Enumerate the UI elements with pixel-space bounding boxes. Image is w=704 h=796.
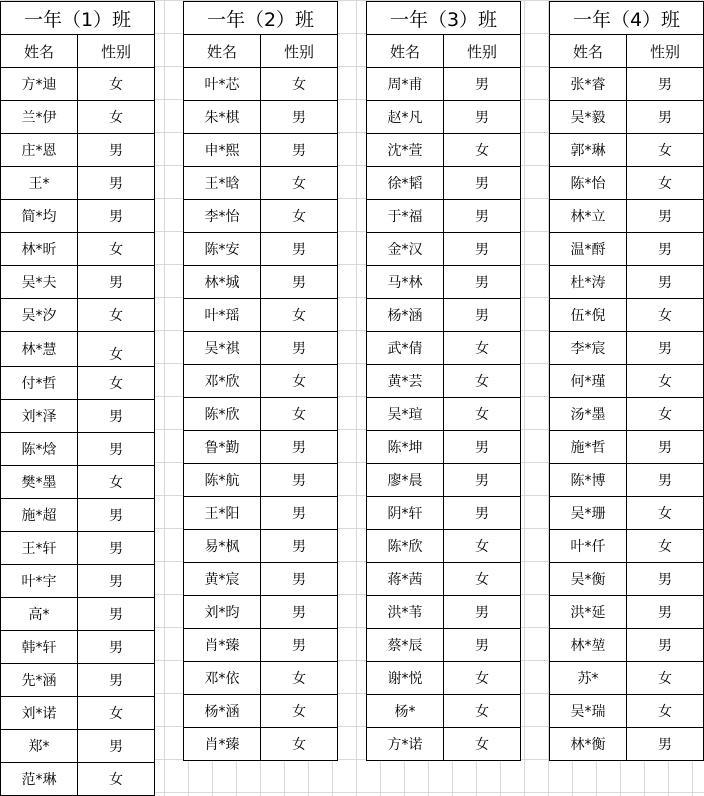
student-gender: 男 [261, 596, 338, 629]
student-name: 林*昕 [1, 233, 78, 266]
table-row [184, 464, 338, 497]
student-gender: 男 [627, 332, 704, 365]
table-row [367, 365, 521, 398]
student-gender: 男 [444, 497, 521, 530]
table-row [550, 464, 704, 497]
student-gender: 男 [261, 134, 338, 167]
table-row [1, 134, 155, 167]
student-name: 邓*欣 [184, 365, 261, 398]
student-gender: 男 [627, 464, 704, 497]
student-gender: 男 [78, 631, 155, 664]
student-gender: 女 [444, 365, 521, 398]
student-name: 吴*汐 [1, 299, 78, 332]
table-row [184, 563, 338, 596]
student-name: 蒋*茜 [367, 563, 444, 596]
student-gender: 女 [78, 299, 155, 332]
student-name: 徐*韬 [367, 167, 444, 200]
student-name: 于*福 [367, 200, 444, 233]
student-gender: 女 [627, 662, 704, 695]
student-name: 施*哲 [550, 431, 627, 464]
table-row [367, 728, 521, 761]
table-row [1, 367, 155, 400]
table-row [184, 167, 338, 200]
table-row [550, 431, 704, 464]
student-gender: 男 [627, 431, 704, 464]
student-name: 陈*坤 [367, 431, 444, 464]
student-name: 杨*涵 [184, 695, 261, 728]
student-gender: 男 [444, 431, 521, 464]
student-gender: 女 [627, 299, 704, 332]
table-row [367, 497, 521, 530]
student-gender: 男 [627, 563, 704, 596]
student-name: 马*林 [367, 266, 444, 299]
student-name: 叶*瑶 [184, 299, 261, 332]
student-gender: 男 [444, 233, 521, 266]
student-name: 李*怡 [184, 200, 261, 233]
student-gender: 女 [444, 134, 521, 167]
table-row [184, 629, 338, 662]
table-row [184, 332, 338, 365]
student-name: 汤*墨 [550, 398, 627, 431]
class-table-3 [366, 1, 521, 761]
student-name: 刘*昀 [184, 596, 261, 629]
student-name: 陈*安 [184, 233, 261, 266]
class-table-2 [183, 1, 338, 761]
table-row [184, 662, 338, 695]
class-table-4 [549, 1, 704, 761]
student-name: 王*晗 [184, 167, 261, 200]
student-gender: 男 [627, 596, 704, 629]
student-name: 吴*瑞 [550, 695, 627, 728]
table-row [550, 662, 704, 695]
student-gender: 男 [444, 101, 521, 134]
student-gender: 男 [627, 266, 704, 299]
student-gender: 男 [78, 433, 155, 466]
student-gender: 女 [261, 695, 338, 728]
table-row [1, 598, 155, 631]
student-gender: 女 [78, 332, 155, 367]
table-row [550, 167, 704, 200]
student-gender: 男 [261, 629, 338, 662]
student-gender: 男 [444, 299, 521, 332]
student-gender: 男 [78, 730, 155, 763]
student-name: 吴*祺 [184, 332, 261, 365]
table-row [367, 596, 521, 629]
student-gender: 男 [627, 629, 704, 662]
student-name: 金*汉 [367, 233, 444, 266]
student-name: 李*宸 [550, 332, 627, 365]
student-name: 赵*凡 [367, 101, 444, 134]
table-row [184, 101, 338, 134]
table-row [1, 631, 155, 664]
student-gender: 女 [627, 365, 704, 398]
student-gender: 男 [444, 464, 521, 497]
table-row [1, 664, 155, 697]
table-row [550, 398, 704, 431]
student-name: 叶*宇 [1, 565, 78, 598]
student-name: 陈*欣 [367, 530, 444, 563]
student-gender: 女 [444, 728, 521, 761]
student-gender: 男 [261, 530, 338, 563]
student-gender: 男 [78, 167, 155, 200]
table-row [550, 332, 704, 365]
student-gender: 女 [261, 728, 338, 761]
student-name: 兰*伊 [1, 101, 78, 134]
table-row [367, 101, 521, 134]
table-row [550, 134, 704, 167]
table-row [184, 134, 338, 167]
table-row [184, 398, 338, 431]
table-row [550, 629, 704, 662]
student-gender: 男 [261, 101, 338, 134]
student-name: 陈*怡 [550, 167, 627, 200]
student-gender: 男 [78, 400, 155, 433]
student-gender: 女 [627, 134, 704, 167]
student-name: 杨*涵 [367, 299, 444, 332]
student-name: 黄*宸 [184, 563, 261, 596]
table-row [1, 266, 155, 299]
table-row [1, 299, 155, 332]
student-gender: 男 [261, 497, 338, 530]
table-row [550, 728, 704, 761]
student-gender: 女 [261, 167, 338, 200]
student-gender: 男 [444, 596, 521, 629]
student-name: 刘*诺 [1, 697, 78, 730]
student-name: 陈*焓 [1, 433, 78, 466]
student-name: 林*立 [550, 200, 627, 233]
table-row [184, 695, 338, 728]
student-name: 何*瑾 [550, 365, 627, 398]
class-title: 一年（1）班 [1, 2, 155, 35]
student-name: 周*甫 [367, 68, 444, 101]
student-gender: 男 [78, 499, 155, 532]
table-row [550, 365, 704, 398]
student-gender: 男 [444, 629, 521, 662]
table-row [184, 728, 338, 761]
student-name: 叶*仟 [550, 530, 627, 563]
student-gender: 女 [261, 365, 338, 398]
student-gender: 男 [627, 68, 704, 101]
student-name: 刘*泽 [1, 400, 78, 433]
student-gender: 男 [444, 167, 521, 200]
student-gender: 女 [78, 466, 155, 499]
table-row [367, 563, 521, 596]
student-gender: 男 [261, 266, 338, 299]
class-table-1 [0, 1, 155, 796]
student-name: 王*阳 [184, 497, 261, 530]
table-row [1, 400, 155, 433]
table-row [367, 233, 521, 266]
table-row [367, 134, 521, 167]
column-header-name: 姓名 [550, 35, 627, 68]
student-name: 方*诺 [367, 728, 444, 761]
student-gender: 女 [627, 695, 704, 728]
student-name: 陈*欣 [184, 398, 261, 431]
table-row [367, 530, 521, 563]
student-name: 樊*墨 [1, 466, 78, 499]
table-row [1, 200, 155, 233]
column-header-gender: 性别 [78, 35, 155, 68]
student-name: 叶*芯 [184, 68, 261, 101]
student-name: 先*涵 [1, 664, 78, 697]
student-gender: 男 [261, 332, 338, 365]
student-name: 施*超 [1, 499, 78, 532]
student-gender: 男 [78, 266, 155, 299]
table-row [550, 596, 704, 629]
class-title: 一年（3）班 [367, 2, 521, 35]
student-gender: 男 [78, 565, 155, 598]
table-row [550, 530, 704, 563]
table-row [367, 200, 521, 233]
student-gender: 男 [261, 233, 338, 266]
student-name: 陈*博 [550, 464, 627, 497]
student-gender: 男 [261, 464, 338, 497]
student-name: 杜*涛 [550, 266, 627, 299]
student-gender: 女 [261, 68, 338, 101]
table-row [184, 596, 338, 629]
table-row [184, 200, 338, 233]
student-name: 林*衡 [550, 728, 627, 761]
student-name: 王* [1, 167, 78, 200]
column-header-gender: 性别 [444, 35, 521, 68]
table-row [1, 532, 155, 565]
table-row [550, 68, 704, 101]
student-gender: 男 [78, 134, 155, 167]
student-name: 杨* [367, 695, 444, 728]
student-name: 范*琳 [1, 763, 78, 796]
student-name: 吴*瑄 [367, 398, 444, 431]
table-row [367, 68, 521, 101]
student-gender: 女 [444, 695, 521, 728]
student-name: 林*慧 [1, 332, 78, 367]
table-row [550, 299, 704, 332]
student-gender: 男 [78, 200, 155, 233]
table-row [550, 233, 704, 266]
student-name: 黄*芸 [367, 365, 444, 398]
column-header-name: 姓名 [1, 35, 78, 68]
student-name: 吴*衡 [550, 563, 627, 596]
student-name: 吴*夫 [1, 266, 78, 299]
student-gender: 男 [444, 68, 521, 101]
student-gender: 男 [627, 233, 704, 266]
student-name: 肖*臻 [184, 629, 261, 662]
student-gender: 女 [627, 398, 704, 431]
table-row [367, 398, 521, 431]
column-header-name: 姓名 [367, 35, 444, 68]
table-row [550, 563, 704, 596]
table-row [367, 629, 521, 662]
student-gender: 男 [627, 728, 704, 761]
table-row [184, 299, 338, 332]
student-name: 陈*航 [184, 464, 261, 497]
table-row [1, 499, 155, 532]
student-gender: 男 [627, 200, 704, 233]
table-row [184, 233, 338, 266]
table-row [550, 695, 704, 728]
student-name: 洪*苇 [367, 596, 444, 629]
table-row [184, 68, 338, 101]
table-row [1, 68, 155, 101]
student-gender: 女 [261, 662, 338, 695]
table-row [367, 662, 521, 695]
student-name: 高* [1, 598, 78, 631]
table-row [1, 332, 155, 367]
student-name: 吴*珊 [550, 497, 627, 530]
table-row [1, 433, 155, 466]
column-header-gender: 性别 [261, 35, 338, 68]
table-row [1, 167, 155, 200]
student-gender: 女 [78, 697, 155, 730]
student-gender: 男 [261, 563, 338, 596]
student-gender: 女 [78, 763, 155, 796]
student-name: 吴*毅 [550, 101, 627, 134]
table-row [1, 565, 155, 598]
student-name: 伍*倪 [550, 299, 627, 332]
student-gender: 女 [261, 398, 338, 431]
student-name: 蔡*辰 [367, 629, 444, 662]
student-name: 张*睿 [550, 68, 627, 101]
student-name: 林*堃 [550, 629, 627, 662]
table-row [1, 697, 155, 730]
student-gender: 男 [444, 200, 521, 233]
student-gender: 女 [78, 367, 155, 400]
student-gender: 女 [627, 167, 704, 200]
column-header-name: 姓名 [184, 35, 261, 68]
student-gender: 男 [444, 266, 521, 299]
student-name: 王*轩 [1, 532, 78, 565]
student-gender: 女 [627, 497, 704, 530]
student-name: 付*哲 [1, 367, 78, 400]
table-row [1, 730, 155, 763]
student-gender: 女 [444, 563, 521, 596]
table-row [184, 365, 338, 398]
student-gender: 女 [78, 233, 155, 266]
student-name: 林*城 [184, 266, 261, 299]
student-gender: 男 [261, 431, 338, 464]
table-row [367, 266, 521, 299]
student-name: 沈*萱 [367, 134, 444, 167]
student-name: 武*倩 [367, 332, 444, 365]
student-name: 鲁*勤 [184, 431, 261, 464]
student-gender: 男 [627, 101, 704, 134]
student-name: 简*均 [1, 200, 78, 233]
student-name: 郭*琳 [550, 134, 627, 167]
student-name: 韩*轩 [1, 631, 78, 664]
table-row [550, 497, 704, 530]
table-row [367, 464, 521, 497]
student-gender: 男 [78, 532, 155, 565]
table-row [1, 233, 155, 266]
student-name: 方*迪 [1, 68, 78, 101]
table-row [184, 266, 338, 299]
table-row [550, 200, 704, 233]
student-gender: 女 [444, 332, 521, 365]
table-row [184, 530, 338, 563]
student-gender: 女 [444, 662, 521, 695]
student-gender: 女 [78, 68, 155, 101]
table-row [367, 299, 521, 332]
student-name: 谢*悦 [367, 662, 444, 695]
class-title: 一年（2）班 [184, 2, 338, 35]
table-row [367, 695, 521, 728]
student-name: 庄*恩 [1, 134, 78, 167]
student-name: 邓*依 [184, 662, 261, 695]
student-name: 易*枫 [184, 530, 261, 563]
student-name: 洪*延 [550, 596, 627, 629]
student-name: 廖*晨 [367, 464, 444, 497]
column-header-gender: 性别 [627, 35, 704, 68]
class-title: 一年（4）班 [550, 2, 704, 35]
table-row [1, 763, 155, 796]
table-row [550, 101, 704, 134]
table-row [184, 431, 338, 464]
student-gender: 女 [78, 101, 155, 134]
table-row [367, 332, 521, 365]
student-gender: 男 [78, 598, 155, 631]
table-row [367, 431, 521, 464]
student-gender: 女 [444, 398, 521, 431]
table-row [1, 101, 155, 134]
student-gender: 女 [261, 299, 338, 332]
student-name: 温*酹 [550, 233, 627, 266]
student-name: 申*熙 [184, 134, 261, 167]
table-row [1, 466, 155, 499]
table-row [550, 266, 704, 299]
student-gender: 女 [444, 530, 521, 563]
student-gender: 女 [261, 200, 338, 233]
student-name: 苏* [550, 662, 627, 695]
student-name: 阴*轩 [367, 497, 444, 530]
table-row [367, 167, 521, 200]
student-name: 郑* [1, 730, 78, 763]
student-gender: 女 [627, 530, 704, 563]
student-gender: 男 [78, 664, 155, 697]
table-row [184, 497, 338, 530]
student-name: 肖*臻 [184, 728, 261, 761]
student-name: 朱*棋 [184, 101, 261, 134]
